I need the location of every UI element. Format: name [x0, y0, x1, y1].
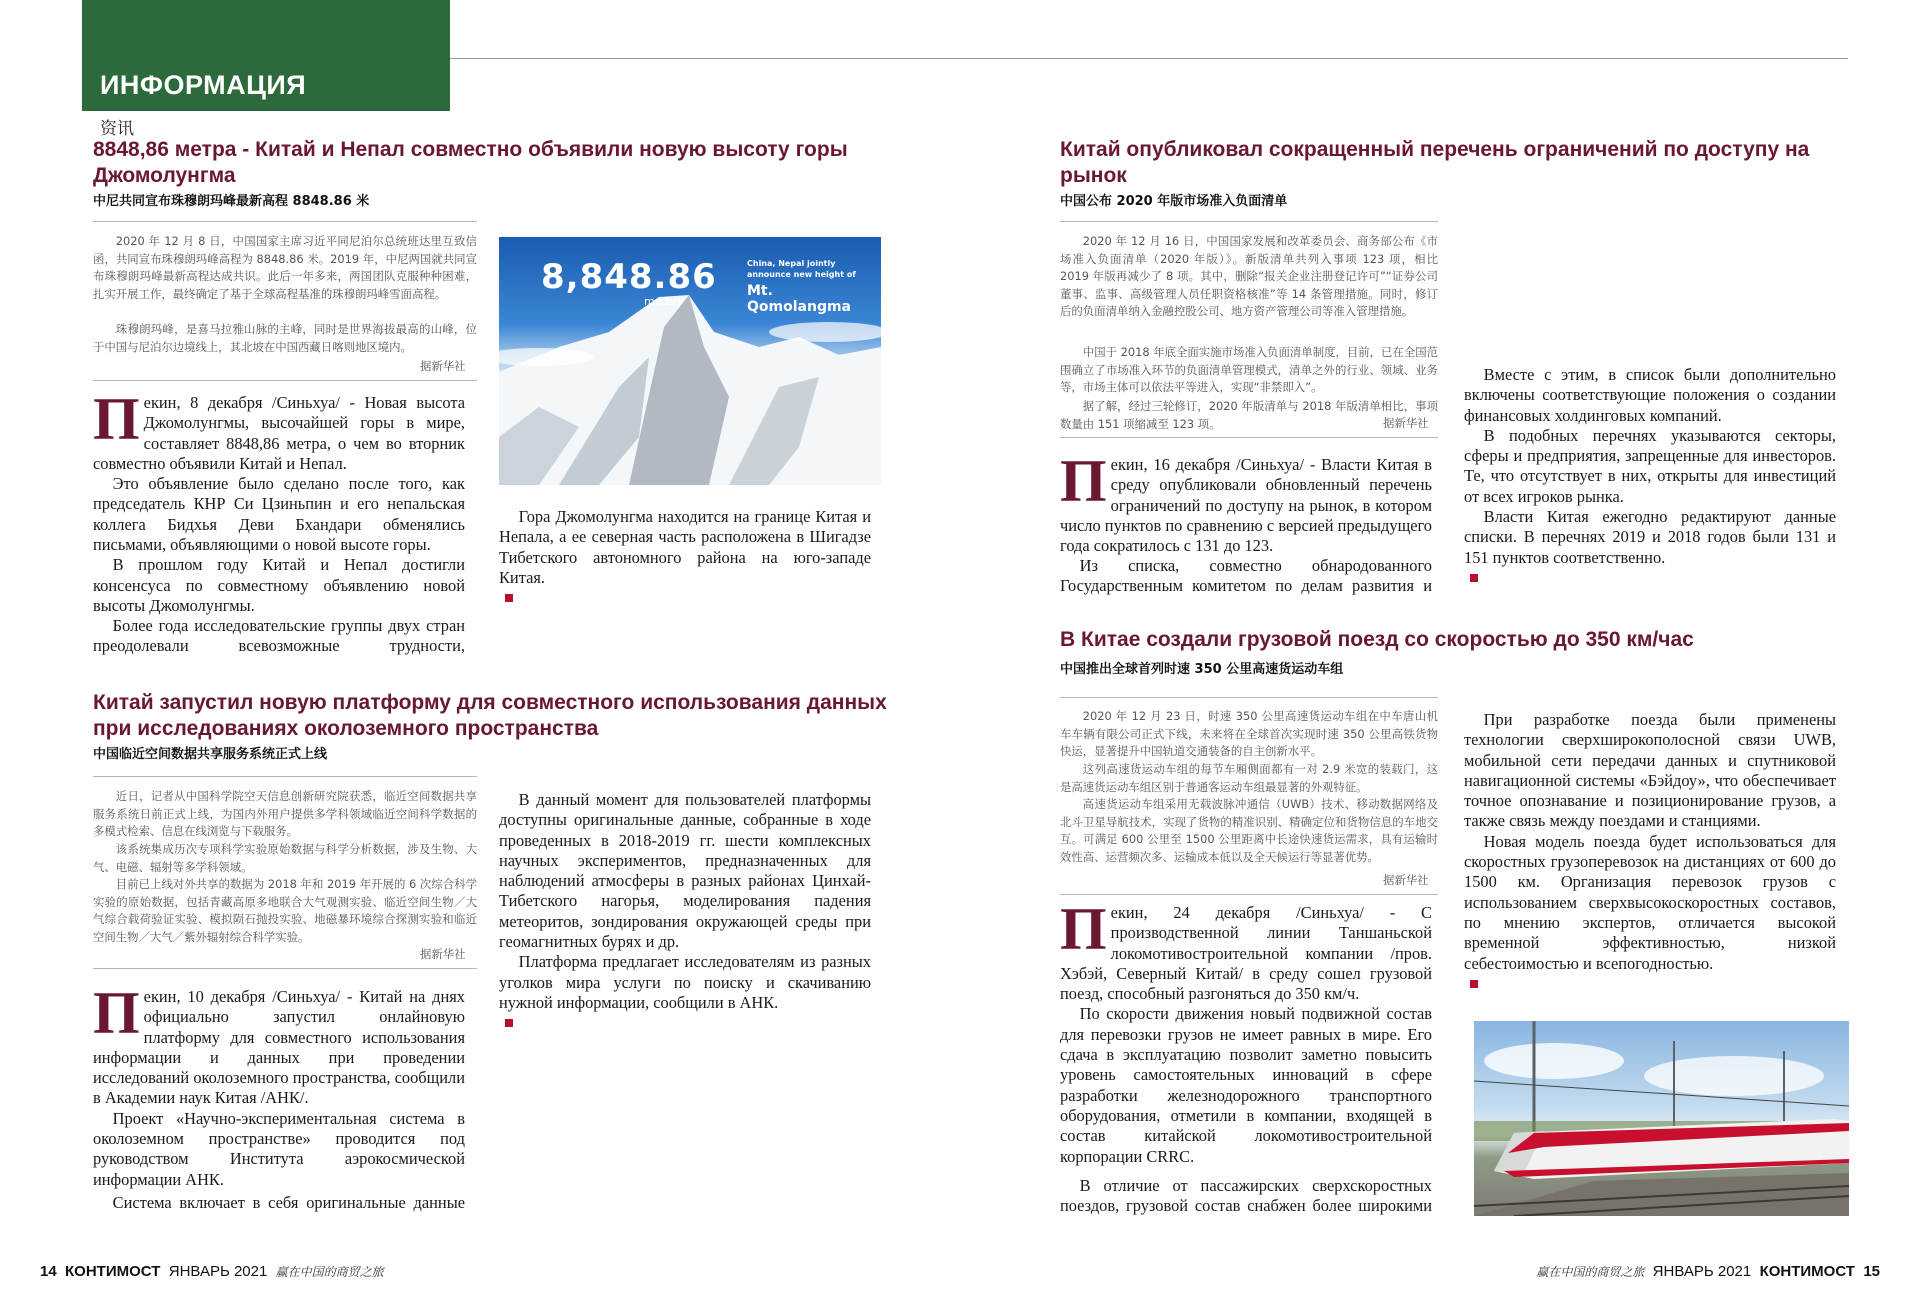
article2-cn-p3: 目前已上线对外共享的数据为 2018 年和 2019 年开展的 6 次综合科学实验的原始数据，包括青藏高原多地联合大气观测实验、临近空间生物／大气综合载荷验证实验、模拟陨石抛投实验、地磁暴环境综合探测实验和临近空间生物／大气／紫外辐射综合科学实验。 [93, 877, 477, 944]
article4-p4: При разработке поезда были применены технологии сверхширокополосной связи UWB, мобильной сети передачи данных и спутниковой навигационной системы «Бэйдоу», что обеспечивает точное опознавание и позиционирование грузов, а также связь между поездами и станциями. [1464, 710, 1836, 831]
article4-p3-start [1060, 1176, 1432, 1218]
article4-cn-p1: 2020 年 12 月 23 日，时速 350 公里高速货运动车组在中车唐山机车车辆有限公司正式下线，未来将在全球首次实现时速 350 公里高铁货物快运，显著提升中国轨道交通装备的自主创新水平。 [1060, 709, 1438, 758]
article1-p1: екин, 8 декабря /Синьхуа/ - Новая высота Джомолунгмы, высочайшей горы в мире, составляет 8848,86 метра, о чем во вторник совместно объявили Китай и Непал. [93, 393, 465, 473]
article1-p4: Более года исследовательские группы двух стран преодолевали всевозможные трудности, [93, 616, 465, 656]
article3-p2: Из списка, совместно обнародованного Государственным комитетом по делам развития и [1060, 556, 1432, 596]
footer-right [1536, 1263, 1880, 1280]
article3-cn-p1: 2020 年 12 月 16 日，中国国家发展和改革委员会、商务部公布《市场准入负面清单（2020 年版）》。新版清单共列入事项 123 项，相比 2019 年版再减少了 8 项。其中，删除“报关企业注册登记许可”“证券公司董事、监事、高级管理人员任职资格核准”等 14 条管理措施。同时，修订后的负面清单纳入金融控股公司、地方资产管理公司等准入管理措施。 [1060, 234, 1438, 318]
article2-p3: Система включает в себя оригинальные данные [112, 1193, 465, 1212]
article2-endmark [505, 1019, 513, 1027]
article3-p4: В подобных перечнях указываются секторы, сферы и предприятия, запрещенные для инвесторов. Те, что отсутствует в них, открыты для инвестиций от всех игроков рынка. [1464, 425, 1836, 506]
mountain-photo [499, 237, 881, 485]
article2-cn-source: 据新华社 [420, 947, 466, 961]
article2-cn-title: 中国临近空间数据共享服务系统正式上线 [93, 747, 328, 762]
article4-cn-rule-bottom [1060, 894, 1438, 895]
article1-headline: 8848,86 метра - Китай и Непал совместно объявили новую высоту горы Джомолунгма [93, 138, 848, 187]
article4-headline: В Китае создали грузовой поезд со скоростью до 350 км/час [1060, 628, 1694, 651]
article4-cn-title: 中国推出全球首列时速 350 公里高速货运动车组 [1060, 662, 1344, 677]
article2-body-col1 [93, 980, 465, 1190]
article1-body-col1 [93, 386, 465, 616]
article3-body-col1 [1060, 448, 1432, 556]
article2-p4: В данный момент для пользователей платформы доступны оригинальные данные, собранные в ходе проведенных в 2018-2019 гг. шести комплексных научных экспериментов, предназначенных для наблюдений атмосферы в разных районах Цинхай-Тибетского нагорья, моделирования падения метеоритов, зондирования окружающей среды при геомагнитных бурях и др. [499, 790, 871, 952]
article3-endmark [1470, 574, 1478, 582]
article3-cn-title: 中国公布 2020 年版市场准入负面清单 [1060, 194, 1288, 209]
article1-cn-rule-bottom [93, 380, 477, 381]
article4-cn-p2: 这列高速货运动车组的每节车厢侧面都有一对 2.9 米宽的装载门，这是高速货运动车组区别于普通客运动车组最显著的外观特征。 [1060, 762, 1438, 794]
article1-p3: В прошлом году Китай и Непал достигли консенсуса по совместному объявлению новой высоты Джомолунгмы. [93, 555, 465, 615]
article3-cn-p2: 中国于 2018 年底全面实施市场准入负面清单制度，目前，已在全国范围确立了市场准入环节的负面清单管理模式，清单之外的行业、领域、业务等，市场主体可以依法平等进入，实现“非禁即入”。 [1060, 345, 1438, 394]
mountain-name: Mt. Qomolangma [747, 283, 851, 315]
article4-cn-source: 据新华社 [1383, 873, 1429, 887]
article2-p1: екин, 10 декабря /Синьхуа/ - Китай на днях официально запустил онлайновую платформу для совместного использования информации и данных при проведении исследований околоземного пространства, сообщили в Академии наук Китая /АНК/. [93, 987, 465, 1108]
article1-endmark [505, 594, 513, 602]
article3-cn-rule [1060, 221, 1438, 222]
article3-body-col2 [1464, 365, 1836, 588]
issue-right: ЯНВАРЬ 2021 [1652, 1263, 1752, 1280]
mountain-unit-text: meters [644, 295, 683, 308]
section-subtitle: 资讯 [100, 119, 134, 139]
article1-p2: Это объявление было сделано после того, как председатель КНР Си Цзиньпин и его непальская коллега Бидхья Деви Бхандари обменялись письмами, объявляющими о новой высоте горы. [93, 474, 465, 555]
brand-right: КОНТИМОСТ [1759, 1263, 1855, 1280]
page-number-right: 15 [1863, 1263, 1880, 1280]
train-photo [1474, 1021, 1849, 1216]
article3-cn-p3: 据了解，经过三轮修订，2020 年版清单与 2018 年版清单相比，事项数量由 151 项缩减至 123 项。 [1060, 399, 1438, 431]
article4-body-col2 [1464, 710, 1836, 994]
article4-p1: екин, 24 декабря /Синьхуа/ - С производственной линии Таншаньской локомотивостроительной компании /пров. Хэбэй, Северный Китай/ в среду сошел грузовой поезд, способный разгоняться до 350 км/ч. [1060, 903, 1432, 1004]
page-number-left: 14 [40, 1263, 57, 1280]
article2-body-col2 [499, 790, 871, 1034]
article1-body-col2 [499, 507, 871, 608]
article3-cn-source: 据新华社 [1383, 416, 1429, 430]
article4-endmark [1470, 980, 1478, 988]
article4-p5: Новая модель поезда будет использоваться для скоростных грузоперевозок на дистанциях от 600 до 1500 км. Организация перевозок грузов с использованием сверхвысокоскоростных составов, по мнению экспертов, отличается высокой временной эффективностью, низкой себестоимостью и всепогодностью. [1464, 831, 1836, 973]
article3-p3: Вместе с этим, в список были дополнительно включены соответствующие положения о создании финансовых холдинговых компаний. [1464, 365, 1836, 425]
issue-left: ЯНВАРЬ 2021 [168, 1263, 268, 1280]
article1-cn-p1: 2020 年 12 月 8 日，中国国家主席习近平同尼泊尔总统班达里互致信函，共同宣布珠穆朗玛峰高程为 8848.86 米。2019 年，中尼两国就共同宣布珠穆朗玛峰最新高程达成共识。此后一年多来，两国团队克服种种困难，扎实开展工作，最终确定了基于全球高程基准的珠穆朗玛峰雪面高程。 [93, 234, 477, 301]
article2-dropcap: П [93, 980, 140, 1046]
article3-dropcap: П [1060, 448, 1107, 514]
mountain-height-text: 8,848.86 [541, 257, 717, 297]
article2-p5: Платформа предлагает исследователям из разных уголков мира услуги по поиску и скачиванию нужной информации, сообщили в АНК. [499, 952, 871, 1012]
article1-cn-source: 据新华社 [420, 359, 466, 373]
article4-cn-rule [1060, 697, 1438, 698]
article3-p2-start [1060, 556, 1432, 598]
article3-headline: Китай опубликовал сокращенный перечень ограничений по доступу на рынок [1060, 138, 1810, 187]
article1-p5: Гора Джомолунгма находится на границе Китая и Непала, а ее северная часть расположена в Шигадзе Тибетского автономного района на юго-западе Китая. [499, 507, 871, 587]
section-title: ИНФОРМАЦИЯ [100, 70, 307, 100]
article4-p2: По скорости движения новый подвижной состав для перевозки грузов не имеет равных в мире. Его сдача в эксплуатацию позволит заметно повысить уровень самостоятельных инноваций в сфере разработки железнодорожного транспортного оборудования, отметили в компании, входящей в состав китайской локомотивостроительной корпорации CRRC. [1060, 1004, 1432, 1166]
article4-p3: В отличие от пассажирских сверхскоростных поездов, грузовой состав снабжен более широкими [1060, 1176, 1432, 1216]
article3-cn-rule-bottom [1060, 437, 1438, 438]
article1-cn-title: 中尼共同宣布珠穆朗玛峰最新高程 8848.86 米 [93, 194, 370, 209]
article2-cn-p1: 近日，记者从中国科学院空天信息创新研究院获悉，临近空间数据共享服务系统日前正式上线，为国内外用户提供多学科领域临近空间科学数据的多模式检索、信息在线浏览与下载服务。 [93, 789, 477, 838]
article1-cn-rule [93, 221, 477, 222]
article2-cn-p2: 该系统集成历次专项科学实验原始数据与科学分析数据，涉及生物、大气、电磁、辐射等多学科领域。 [93, 842, 477, 874]
article2-cn-rule [93, 776, 477, 777]
article2-p2: Проект «Научно-экспериментальная система в околоземном пространстве» проводится под руководством Института аэрокосмической информации АНК. [93, 1108, 465, 1189]
article4-body-col1 [1060, 896, 1432, 1167]
article1-p4-start [93, 616, 465, 658]
article3-p5: Власти Китая ежегодно редактируют данные списки. В перечнях 2019 и 2018 годов были 131 и 151 пунктов соответственно. [1464, 507, 1836, 567]
section-header [82, 0, 450, 111]
article2-cn-rule-bottom [93, 968, 477, 969]
brand-left: КОНТИМОСТ [65, 1263, 161, 1280]
article2-p3-start [93, 1193, 465, 1215]
slogan-right: 赢在中国的商贸之旅 [1536, 1265, 1645, 1279]
mountain-caption2: announce new height of [747, 270, 856, 279]
article1-dropcap: П [93, 386, 140, 452]
top-rule [448, 58, 1848, 59]
article4-dropcap: П [1060, 896, 1107, 962]
slogan-left: 赢在中国的商贸之旅 [275, 1265, 384, 1279]
article1-cn-p2: 珠穆朗玛峰，是喜马拉雅山脉的主峰，同时是世界海拔最高的山峰，位于中国与尼泊尔边境线上，其北坡在中国西藏日喀则地区境内。 [93, 322, 477, 354]
mountain-caption1: China, Nepal jointly [747, 259, 836, 268]
article2-headline: Китай запустил новую платформу для совместного использования данных при исследованиях околоземного пространства [93, 691, 887, 740]
footer-left [40, 1263, 384, 1280]
article3-p1: екин, 16 декабря /Синьхуа/ - Власти Китая в среду опубликовали обновленный перечень ограничений по доступу на рынок, в котором число пунктов по сравнению с версией предыдущего года сократилось с 131 до 123. [1060, 455, 1432, 556]
article4-cn-p3: 高速货运动车组采用无载波脉冲通信（UWB）技术、移动数据网络及北斗卫星导航技术，实现了货物的精准识别、精确定位和货物信息的车地交互。可满足 600 公里至 1500 公里距离中长途快速货运需求，具有运输时效性高、运营频次多、运输成本低以及全天候运行等显著优势。 [1060, 797, 1438, 864]
